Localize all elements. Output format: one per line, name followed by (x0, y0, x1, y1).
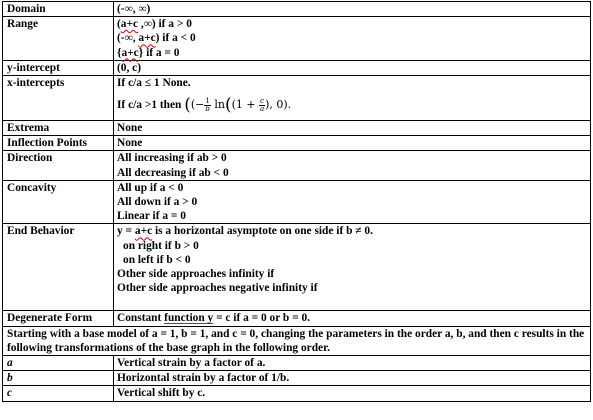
table-row (3, 326, 591, 355)
row-label: Direction (3, 151, 114, 180)
inflection-value: None (114, 136, 591, 151)
table-row (3, 311, 591, 326)
param-label: b (3, 371, 114, 386)
y-intercept-value: (0, c) (114, 60, 591, 75)
concavity-value: All up if a < 0 All down if a > 0 Linear if a = 0 (114, 180, 591, 224)
row-label: Concavity (3, 180, 114, 224)
table-row (3, 386, 591, 401)
transform-desc: Vertical shift by c. (114, 386, 591, 401)
direction-value: All increasing if ab > 0 All decreasing if ab < 0 (114, 151, 591, 180)
table-row (3, 371, 591, 386)
x-intercepts-value (114, 76, 591, 121)
row-label: Range (3, 17, 114, 61)
range-line: (-∞, a+c) if a < 0 (117, 32, 196, 45)
table-row (3, 17, 591, 61)
table-row (3, 121, 591, 136)
domain-value: (-∞, ∞) (114, 2, 591, 17)
table-row (3, 60, 591, 75)
row-label: Inflection Points (3, 136, 114, 151)
end-behavior-value: y = a+c is a horizontal asymptote on one side if b ≠ 0. on right if b > 0 on left if b < 0 Other side approaches infinity if Other side approaches negative infinity if (114, 224, 591, 311)
row-label: Domain (3, 2, 114, 17)
row-label: x-intercepts (3, 76, 114, 121)
param-label: c (3, 386, 114, 401)
table-row (3, 151, 591, 180)
row-label: End Behavior (3, 224, 114, 311)
degenerate-value: Constant function y = c if a = 0 or b = 0. (114, 311, 591, 326)
row-label: Degenerate Form (3, 311, 114, 326)
x-intercepts-line: If c/a >1 then ((− $\frac{1}{b}$ ln((1 + $\frac{c}{a}$ ), 0). (117, 95, 292, 116)
table-row (3, 180, 591, 224)
table-row (3, 356, 591, 371)
range-value (114, 17, 591, 61)
range-line: {a+c} if a = 0 (117, 46, 180, 59)
param-label: a (3, 356, 114, 371)
table-row (3, 136, 591, 151)
extrema-value: None (114, 121, 591, 136)
table-row (3, 224, 591, 311)
transformation-summary: Starting with a base model of a = 1, b = 1, and c = 0, changing the parameters in the order a, b, and then c results in the following transformations of the base graph in the following order. (3, 326, 591, 355)
row-label: Extrema (3, 121, 114, 136)
table-row (3, 76, 591, 121)
range-line: (a+c ,∞) if a > 0 (117, 18, 192, 31)
x-intercepts-line: If c/a ≤ 1 None. (117, 77, 191, 90)
properties-table (2, 1, 591, 402)
transform-desc: Vertical strain by a factor of a. (114, 356, 591, 371)
transform-desc: Horizontal strain by a factor of 1/b. (114, 371, 591, 386)
row-label: y-intercept (3, 60, 114, 75)
x-intercept-formula: ((− $\frac{1}{b}$ ln((1 + $\frac{c}{a}$ ), 0). (184, 95, 292, 116)
table-row (3, 2, 591, 17)
